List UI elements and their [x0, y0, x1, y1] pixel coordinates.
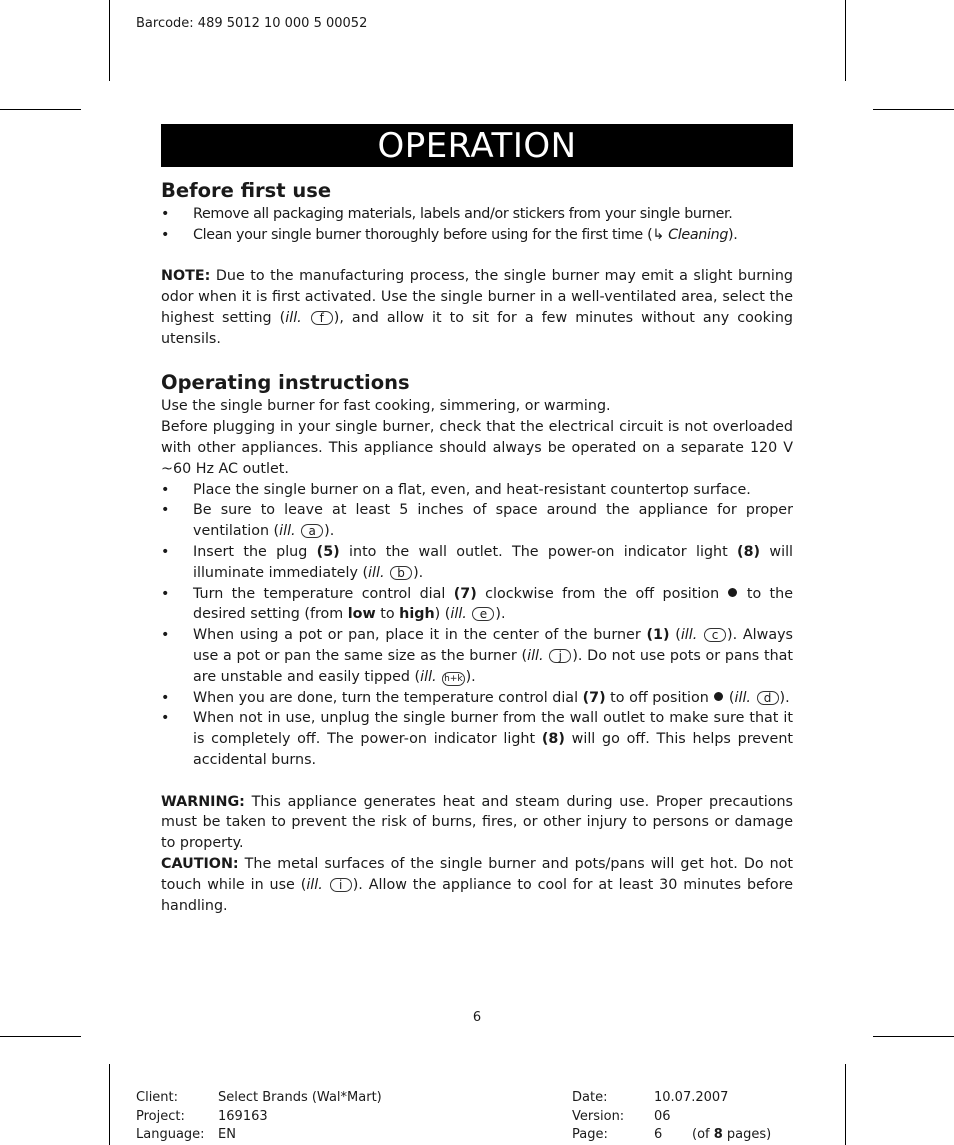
paragraph: Use the single burner for fast cooking, simmering, or warming. — [161, 398, 611, 415]
list-item: • When not in use, unplug the single burner from the wall outlet to make sure that it is completely off. The power-on indicator light (8) will go off. This helps prevent accidental burns. — [161, 708, 793, 770]
heading-before-first-use: Before first use — [161, 179, 332, 202]
crop-mark — [109, 1064, 110, 1145]
ill-badge: j — [549, 649, 571, 663]
off-position-icon — [714, 692, 723, 701]
list-item: • Be sure to leave at least 5 inches of space around the appliance for proper ventilation (ill. a ). — [161, 500, 793, 542]
footer-value: Select Brands (Wal*Mart) — [218, 1090, 382, 1105]
page-number: 6 — [472, 1010, 482, 1025]
ill-badge: a — [301, 524, 323, 538]
ill-badge: e — [472, 607, 494, 621]
footer-left — [136, 1089, 382, 1145]
ill-badge: b — [390, 566, 412, 580]
crop-mark — [873, 109, 954, 110]
ill-badge: h+k — [444, 673, 463, 684]
list-item: • Turn the temperature control dial (7) clockwise from the off position to the desired setting (from low to high) (ill. e ). — [161, 584, 793, 626]
crop-mark — [0, 1036, 81, 1037]
paragraph: Before plugging in your single burner, check that the electrical circuit is not overloaded with other appliances. This appliance should always be operated on a separate 120 V ~60 Hz AC outlet. — [161, 419, 793, 477]
heading-operating-instructions: Operating instructions — [161, 371, 410, 395]
arrow-icon: ↳ — [652, 226, 664, 243]
footer-value: EN — [218, 1127, 236, 1142]
caution-paragraph: CAUTION: The metal surfaces of the single burner and pots/pans will get hot. Do not touch while in use (ill. i ). Allow the appliance to cool for at least 30 minutes before handling. — [161, 855, 793, 914]
warning-label: WARNING: — [161, 793, 245, 810]
crop-mark — [0, 109, 81, 110]
footer-label: Version: — [572, 1108, 625, 1124]
list-item: • When using a pot or pan, place it in the center of the burner (1) (ill. c ). Always use a pot or pan the same size as the burner (ill. j ). Do not use pots or pans that are unstable and easily tipped (ill. h+k ). — [161, 625, 793, 687]
crop-mark — [109, 0, 110, 81]
footer-value: 6 — [654, 1127, 663, 1142]
ill-badge: f — [311, 311, 333, 325]
footer-label: Language: — [136, 1127, 205, 1142]
off-position-icon — [728, 588, 737, 597]
footer-label: Client: — [136, 1090, 179, 1105]
ill-badge: c — [704, 628, 726, 642]
before-list — [161, 204, 793, 246]
footer-value: 06 — [654, 1108, 671, 1124]
note-label: NOTE: — [161, 268, 211, 285]
list-item: • When you are done, turn the temperature control dial (7) to off position (ill. d ). — [161, 688, 793, 709]
list-item: • Insert the plug (5) into the wall outlet. The power-on indicator light (8) will illuminate immediately (ill. b ). — [161, 542, 793, 584]
list-item: • Clean your single burner thoroughly before using for the first time (↳ Cleaning). — [161, 225, 793, 246]
caution-label: CAUTION: — [161, 855, 239, 872]
section-banner: OPERATION — [161, 124, 793, 167]
warning-paragraph: WARNING: This appliance generates heat and steam during use. Proper precautions must be taken to prevent the risk of burns, fires, or other injury to persons or damage to property. — [161, 793, 793, 852]
ill-badge: d — [757, 691, 779, 705]
crop-mark — [845, 1064, 846, 1145]
page-content — [161, 178, 793, 916]
operating-list — [161, 480, 793, 771]
ill-badge: i — [330, 878, 352, 892]
crop-mark — [845, 0, 846, 81]
note-paragraph: NOTE: Due to the manufacturing process, the single burner may emit a slight burning odor when it is first activated. Use the single burner in a well-ventilated area, select the highest setting (ill. f ), and allow it to sit for a few minutes without any cooking utensils. — [161, 268, 793, 347]
footer-right — [572, 1089, 771, 1145]
footer-pages: (of 8 pages) — [692, 1127, 772, 1142]
list-item: • Place the single burner on a flat, even, and heat-resistant countertop surface. — [161, 480, 793, 501]
barcode-text: Barcode: 489 5012 10 000 5 00052 — [136, 16, 368, 31]
footer-value: 169163 — [218, 1108, 268, 1124]
footer-value: 10.07.2007 — [654, 1090, 729, 1105]
footer-label: Date: — [572, 1090, 608, 1105]
list-item: • Remove all packaging materials, labels and/or stickers from your single burner. — [161, 204, 793, 225]
cleaning-reference: Cleaning — [668, 226, 729, 243]
crop-mark — [873, 1036, 954, 1037]
footer-label: Page: — [572, 1127, 608, 1142]
footer-label: Project: — [136, 1108, 185, 1124]
